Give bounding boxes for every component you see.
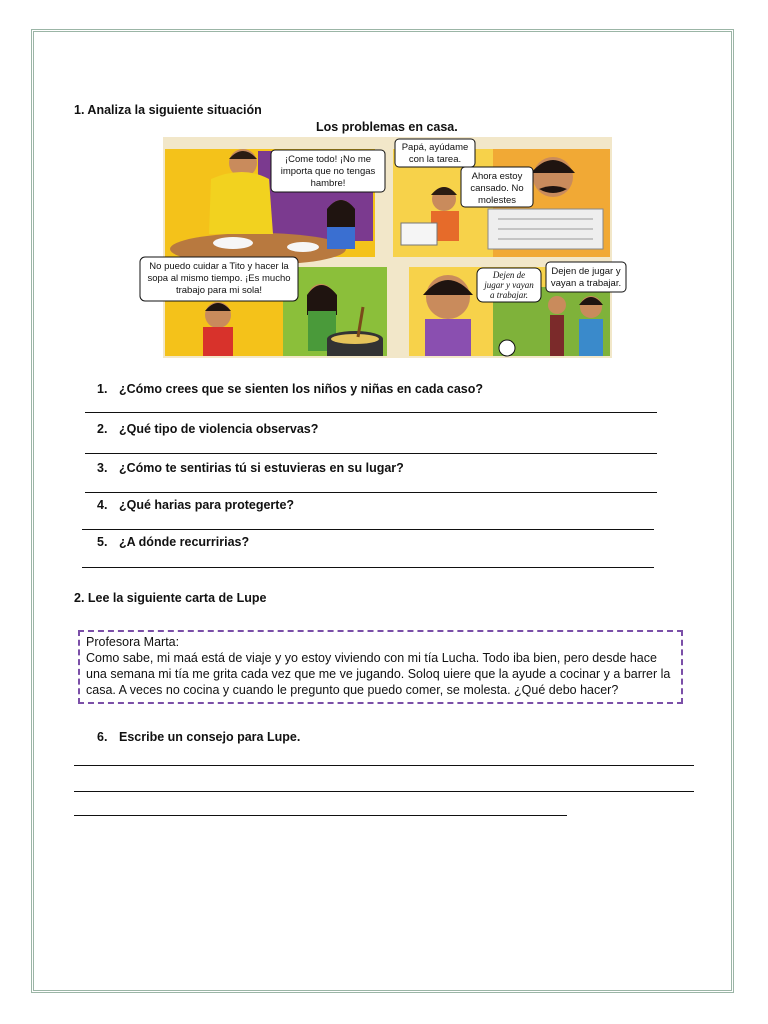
advice-line-1[interactable] bbox=[74, 765, 694, 766]
question-3-text: ¿Cómo te sentirias tú si estuvieras en su lugar? bbox=[119, 461, 404, 475]
question-2-text: ¿Qué tipo de violencia observas? bbox=[119, 422, 319, 436]
speech-bubble-2 bbox=[395, 139, 475, 167]
speech-bubble-3 bbox=[461, 167, 533, 207]
bubble-4-line-1: No puedo cuidar a Tito y hacer la bbox=[149, 261, 289, 272]
question-2-number: 2. bbox=[97, 422, 108, 436]
comic-title: Los problemas en casa. bbox=[316, 120, 458, 134]
section-2-heading: 2. Lee la siguiente carta de Lupe bbox=[74, 591, 267, 605]
bubble-3-line-1: Ahora estoy bbox=[471, 171, 523, 182]
question-3-number: 3. bbox=[97, 461, 108, 475]
bubble-3-line-3: molestes bbox=[477, 195, 517, 206]
question-6-text: Escribe un consejo para Lupe. bbox=[119, 730, 301, 744]
answer-line-2[interactable] bbox=[85, 453, 657, 454]
bubble-6-line-2: vayan a trabajar. bbox=[550, 278, 622, 289]
bubble-4-line-3: trabajo para mi sola! bbox=[175, 285, 263, 296]
bubble-4-line-2: sopa al mismo tiempo. ¡Es mucho bbox=[147, 273, 291, 284]
comic-illustration bbox=[147, 137, 622, 358]
speech-bubble-4 bbox=[140, 257, 298, 301]
answer-line-4[interactable] bbox=[82, 529, 654, 530]
letter-greeting: Profesora Marta: bbox=[86, 635, 180, 649]
answer-line-5[interactable] bbox=[82, 567, 654, 568]
speech-bubble-5 bbox=[477, 268, 541, 302]
bubble-2-line-1: Papá, ayúdame bbox=[401, 142, 469, 153]
bubble-6-line-1: Dejen de jugar y bbox=[551, 266, 621, 277]
letter-body: Como sabe, mi maá está de viaje y yo estoy viviendo con mi tía Lucha. Todo iba bien, pero desde hace una semana mi tía me grita cada vez que me ve jugando. Soloq uiere que la ayude a cocinar y a barrer la casa. A veces no cocina y cuando le pregunto que puedo comer, se molesta. ¿Qué debo hacer? bbox=[86, 651, 671, 697]
speech-bubble-1 bbox=[271, 150, 385, 192]
question-4-number: 4. bbox=[97, 498, 108, 512]
question-1-text: ¿Cómo crees que se sienten los niños y niñas en cada caso? bbox=[119, 382, 484, 396]
bubble-1-line-2: importa que no tengas bbox=[280, 166, 376, 177]
bubble-5-line-1: Dejen de bbox=[492, 270, 526, 280]
bubble-3-line-2: cansado. No bbox=[470, 183, 524, 194]
advice-line-2[interactable] bbox=[74, 791, 694, 792]
bubble-5-line-3: a trabajar. bbox=[489, 290, 529, 300]
bubble-1-line-3: hambre! bbox=[310, 178, 346, 189]
lupe-letter-box bbox=[78, 630, 683, 704]
question-4-text: ¿Qué harias para protegerte? bbox=[119, 498, 295, 512]
answer-line-1[interactable] bbox=[85, 412, 657, 413]
section-1-heading: 1. Analiza la siguiente situación bbox=[74, 103, 262, 117]
bubble-5-line-2: jugar y vayan bbox=[484, 280, 534, 290]
question-5-number: 5. bbox=[97, 535, 108, 549]
question-6-number: 6. bbox=[97, 730, 108, 744]
bubble-1-line-1: ¡Come todo! ¡No me bbox=[284, 154, 372, 165]
answer-line-3[interactable] bbox=[85, 492, 657, 493]
speech-bubble-6 bbox=[546, 262, 626, 292]
bubble-2-line-2: con la tarea. bbox=[408, 154, 462, 165]
question-1-number: 1. bbox=[97, 382, 108, 396]
question-5-text: ¿A dónde recurririas? bbox=[119, 535, 250, 549]
advice-line-3[interactable] bbox=[74, 815, 567, 816]
